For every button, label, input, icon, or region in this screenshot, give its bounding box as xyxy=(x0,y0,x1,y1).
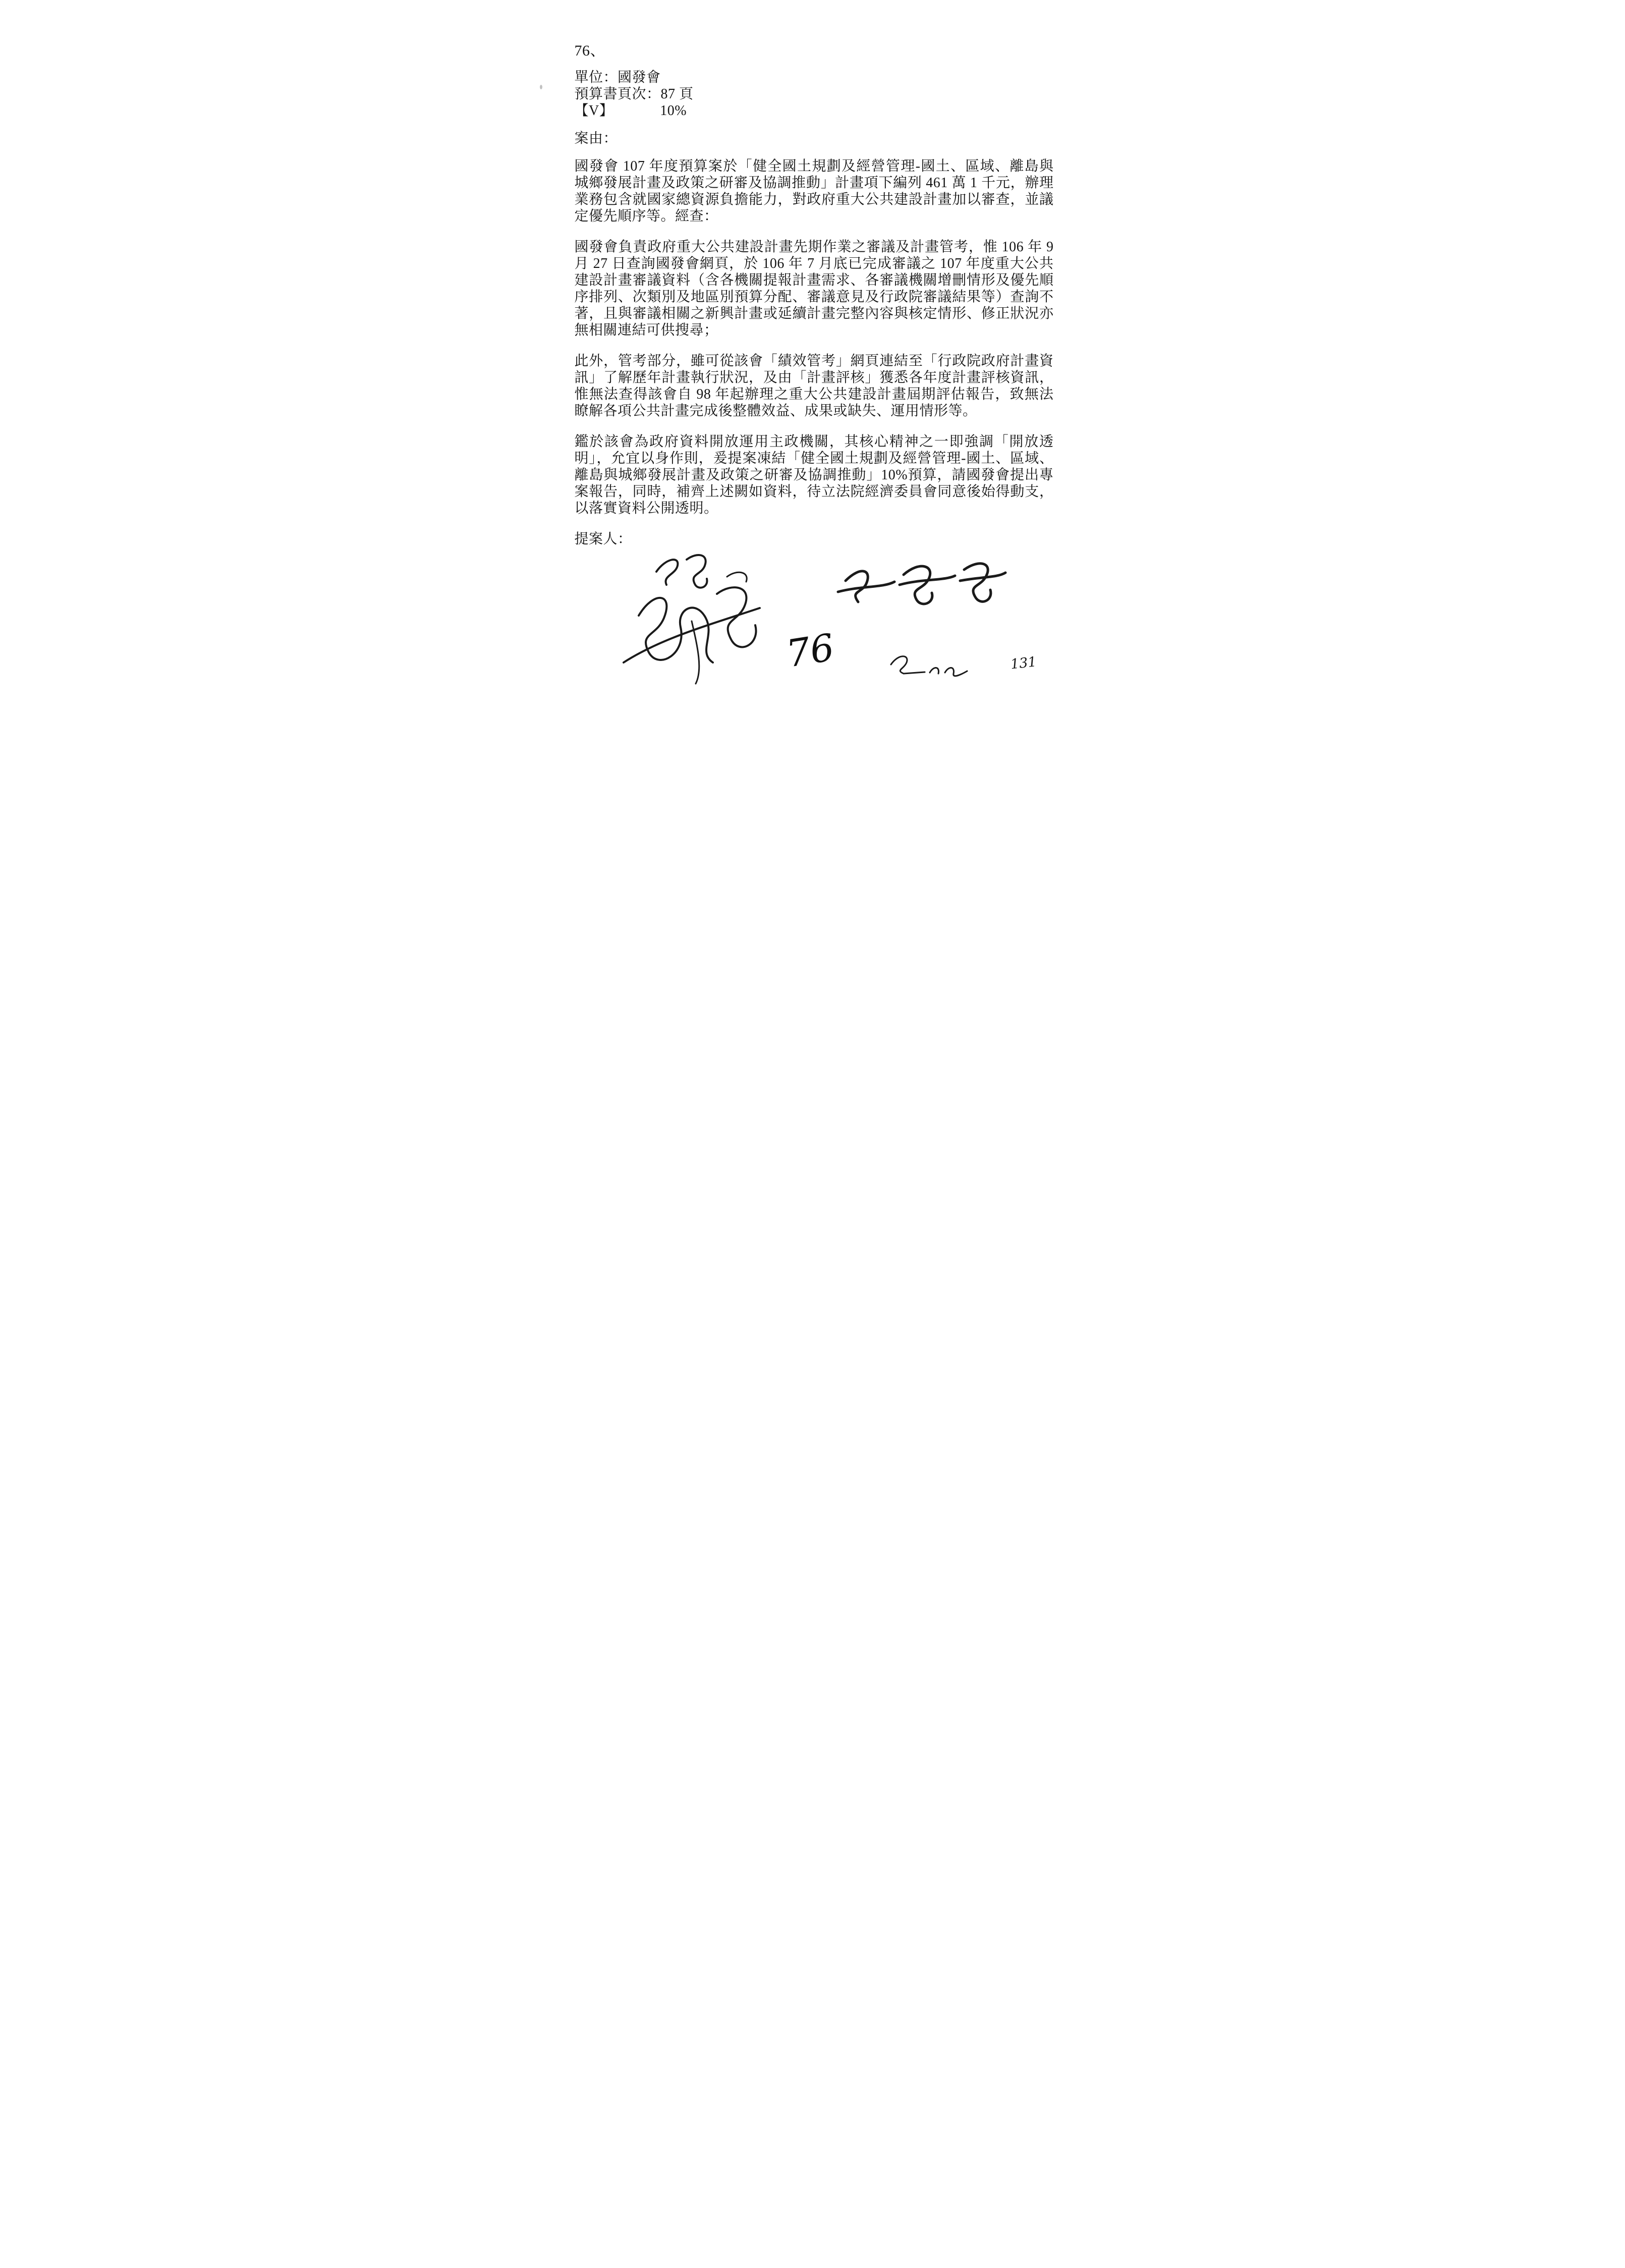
handwritten-page-number: 131 xyxy=(1010,654,1037,673)
paragraph-3: 此外，管考部分，雖可從該會「績效管考」網頁連結至「行政院政府計畫資訊」了解歷年計畫執行狀況，及由「計畫評核」獲悉各年度計畫評核資訊，惟無法查得該會自 98 年起辦理之重大公共建設計畫屆期評估報告，致無法瞭解各項公共計畫完成後整體效益、成果或缺失、運用情形等。 xyxy=(574,353,1054,419)
item-number: 76、 xyxy=(574,42,605,59)
freeze-line xyxy=(575,102,1054,119)
freeze-percentage: 10% xyxy=(660,103,687,119)
document-body xyxy=(535,0,1090,547)
scanned-document-page xyxy=(535,0,1090,775)
freeze-checkbox-mark: 【V】 xyxy=(574,103,614,119)
signature-right xyxy=(838,564,1005,604)
proposer-label: 提案人： xyxy=(574,531,632,547)
paragraph-4: 鑑於該會為政府資料開放運用主政機關，其核心精神之一即強調「開放透明」，允宜以身作則，爰提案凍結「健全國土規劃及經營管理-國土、區域、離島與城鄉發展計畫及政策之研審及協調推動」10%預算，請國發會提出專案報告，同時，補齊上述闕如資料，待立法院經濟委員會同意後始得動支，以落實資料公開透明。 xyxy=(574,434,1054,516)
paragraph-1: 國發會 107 年度預算案於「健全國土規劃及經營管理-國土、區域、離島與城鄉發展計畫及政策之研審及協調推動」計畫項下編列 461 萬 1 千元，辦理業務包含就國家總資源負擔能力，對政府重大公共建設計畫加以審查，並議定優先順序等。經查： xyxy=(574,158,1054,224)
budget-page-line: 預算書頁次：87 頁 xyxy=(574,86,694,102)
scan-artifact-dot xyxy=(540,85,542,89)
signature-flourish xyxy=(891,656,967,676)
case-heading: 案由： xyxy=(574,131,618,146)
paragraph-2: 國發會負責政府重大公共建設計畫先期作業之審議及計畫管考，惟 106 年 9 月 27 日查詢國發會網頁，於 106 年 7 月底已完成審議之 107 年度重大公共建設計畫審議資料（含各機關提報計畫需求、各審議機關增刪情形及優先順序排列、次類別及地區別預算分配、審議意見及行政院審議結果等）查詢不著，且與審議相關之新興計畫或延續計畫完整內容與核定情形、修正狀況亦無相關連結可供搜尋； xyxy=(574,239,1054,338)
handwritten-number-76: 76 xyxy=(783,626,837,676)
signature-left xyxy=(624,555,760,684)
signature-area xyxy=(535,547,1090,685)
unit-line: 單位：國發會 xyxy=(574,70,661,85)
